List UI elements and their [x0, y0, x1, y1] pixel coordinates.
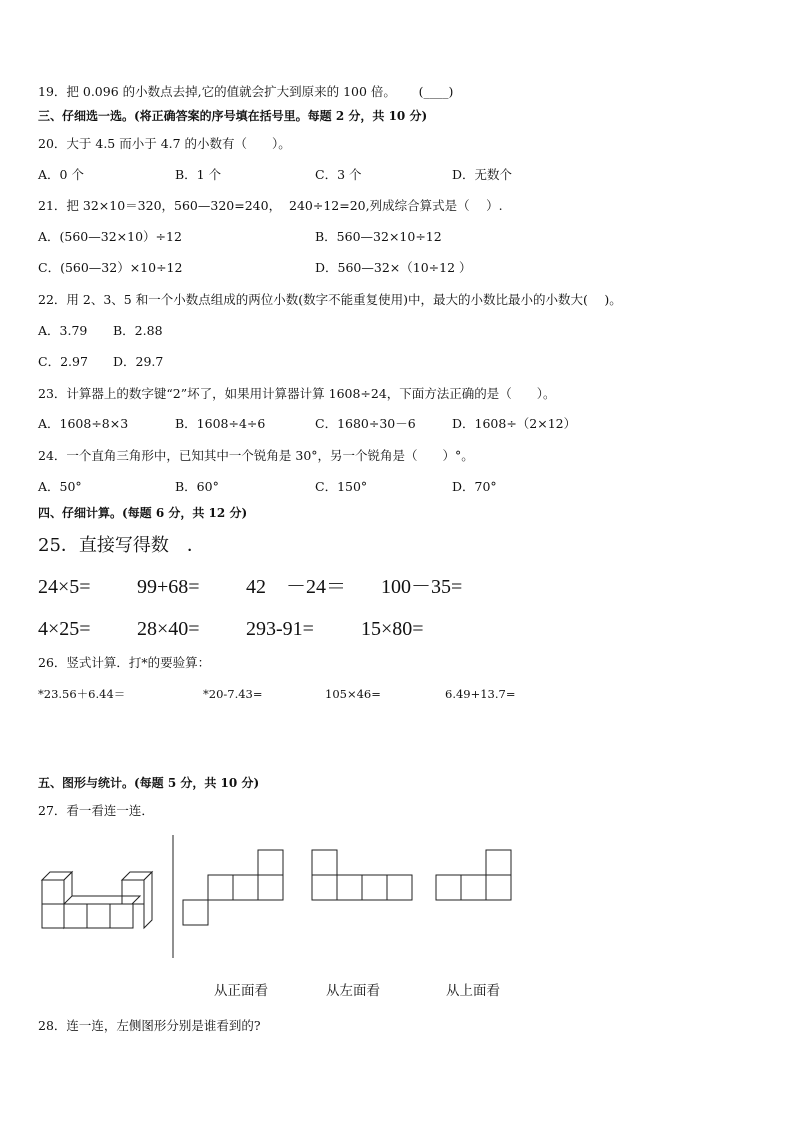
q25-item-4: 100－35=	[381, 576, 463, 598]
q21-option-b: B．560—32×10÷12	[315, 229, 442, 244]
question-20-stem: 20．大于 4.5 而小于 4.7 的小数有（ ）。	[38, 136, 291, 151]
section-3-heading: 三、仔细选一选。(将正确答案的序号填在括号里。每题 2 分，共 10 分)	[38, 109, 428, 123]
cube-stack-figure	[40, 870, 170, 930]
q25-item-1: 24×5=	[38, 576, 91, 598]
view-label-top: 从上面看	[446, 983, 500, 999]
q25-item-3: 42 －24＝	[246, 576, 346, 598]
q22-option-d: D．29.7	[113, 354, 164, 369]
view-label-left: 从左面看	[326, 983, 380, 999]
q25-item-6: 28×40=	[137, 618, 200, 640]
question-27-stem: 27．看一看连一连．	[38, 803, 154, 818]
q23-option-d: D．1608÷（2×12）	[452, 416, 577, 431]
question-22-stem: 22．用 2、3、5 和一个小数点组成的两位小数(数字不能重复使用)中，最大的小数比最小的小数大( )。	[38, 292, 622, 307]
question-21-stem: 21．把 32×10＝320，560—320=240， 240÷12=20,列成综合算式是（ ）.	[38, 198, 503, 213]
q25-item-5: 4×25=	[38, 618, 91, 640]
q22-option-c: C．2.97	[38, 354, 88, 369]
q25-item-7: 293-91=	[246, 618, 314, 640]
divider-line	[172, 835, 176, 960]
q24-option-b: B．60°	[175, 479, 219, 494]
q23-option-b: B．1608÷4÷6	[175, 416, 266, 431]
q24-option-a: A．50°	[38, 479, 82, 494]
q21-option-a: A．(560—32×10）÷12	[38, 229, 182, 244]
view-label-front: 从正面看	[214, 983, 268, 999]
view-shape-1	[182, 849, 284, 927]
question-28: 28．连一连，左侧图形分别是谁看到的?	[38, 1018, 261, 1033]
q21-option-d: D．560—32×（10÷12 ）	[315, 260, 472, 275]
section-5-heading: 五、图形与统计。(每题 5 分，共 10 分)	[38, 776, 260, 790]
section-4-heading: 四、仔细计算。(每题 6 分，共 12 分)	[38, 506, 248, 520]
q22-option-a: A．3.79	[38, 323, 88, 338]
q26-item-1: *23.56＋6.44＝	[38, 687, 126, 701]
q20-option-b: B．1 个	[175, 167, 222, 182]
q20-option-c: C．3 个	[315, 167, 362, 182]
q20-option-d: D．无数个	[452, 167, 513, 182]
question-24-stem: 24．一个直角三角形中，已知其中一个锐角是 30°，另一个锐角是（ ）°。	[38, 448, 474, 463]
q26-item-2: *20-7.43=	[203, 687, 263, 701]
q26-item-4: 6.49+13.7=	[445, 687, 516, 701]
q23-option-c: C．1680÷30－6	[315, 416, 416, 431]
q22-option-b: B．2.88	[113, 323, 163, 338]
q26-item-3: 105×46=	[325, 687, 381, 701]
q23-option-a: A．1608÷8×3	[38, 416, 129, 431]
view-shape-2	[311, 849, 415, 903]
question-23-stem: 23．计算器上的数字键“2”坏了，如果用计算器计算 1608÷24，下面方法正确的是（ ）。	[38, 386, 556, 401]
q24-option-d: D．70°	[452, 479, 497, 494]
view-shape-3	[435, 849, 515, 903]
q25-item-2: 99+68=	[137, 576, 200, 598]
q21-option-c: C．(560—32）×10÷12	[38, 260, 183, 275]
question-26-stem: 26．竖式计算．打*的要验算：	[38, 655, 211, 670]
q20-option-a: A．0 个	[38, 167, 84, 182]
question-25-stem: 25．直接写得数 ．	[38, 535, 205, 556]
q25-item-8: 15×80=	[361, 618, 424, 640]
question-19: 19．把 0.096 的小数点去掉,它的值就会扩大到原来的 100 倍。 (____)	[38, 84, 454, 99]
q24-option-c: C．150°	[315, 479, 368, 494]
